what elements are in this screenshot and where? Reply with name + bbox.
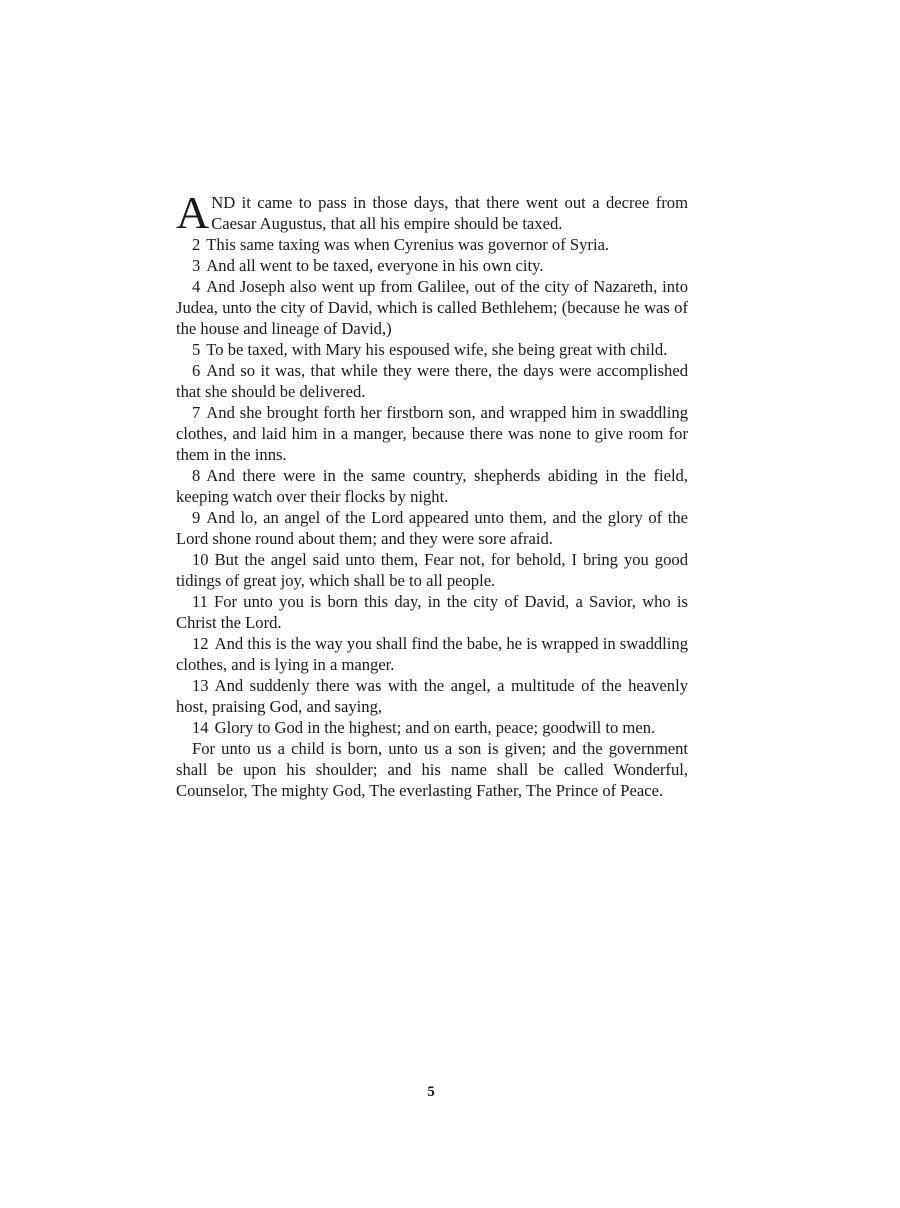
verse-number: 10 bbox=[192, 550, 209, 569]
verse-text: And lo, an angel of the Lord appeared unto them, and the glory of the Lord shone round about them; and they were sore afraid. bbox=[176, 508, 688, 548]
verse bbox=[176, 591, 688, 633]
verse-1 bbox=[176, 187, 688, 238]
verse bbox=[176, 402, 688, 465]
verse-number: 5 bbox=[192, 340, 201, 359]
verse-number: 14 bbox=[192, 718, 209, 737]
verse bbox=[176, 717, 688, 738]
verse bbox=[176, 339, 688, 360]
verse-text: And there were in the same country, shepherds abiding in the field, keeping watch over their flocks by night. bbox=[176, 466, 688, 506]
verse-text: And suddenly there was with the angel, a multitude of the heavenly host, praising God, and saying, bbox=[176, 676, 688, 716]
verse bbox=[176, 507, 688, 549]
closing-paragraph: For unto us a child is born, unto us a son is given; and the government shall be upon his shoulder; and his name shall be called Wonderful, Counselor, The mighty God, The everlasting Father, The Prince of Peace. bbox=[176, 739, 688, 800]
verse-number: 11 bbox=[192, 592, 208, 611]
scripture-text bbox=[176, 187, 688, 801]
verse-text: And all went to be taxed, everyone in his own city. bbox=[206, 256, 544, 275]
verse-text: And she brought forth her firstborn son, and wrapped him in swaddling clothes, and laid him in a manger, because there was none to give room for them in the inns. bbox=[176, 403, 688, 464]
verse bbox=[176, 255, 688, 276]
verse-number: 2 bbox=[192, 235, 201, 254]
verse bbox=[176, 234, 688, 255]
verse bbox=[176, 276, 688, 339]
verse bbox=[176, 360, 688, 402]
verse-1-text: ND it came to pass in those days, that there went out a decree from Caesar Augustus, that all his empire should be taxed. bbox=[211, 193, 688, 233]
verse-text: And Joseph also went up from Galilee, out of the city of Nazareth, into Judea, unto the city of David, which is called Bethlehem; (because he was of the house and lineage of David,) bbox=[176, 277, 688, 338]
drop-cap: A bbox=[176, 187, 210, 238]
verse bbox=[176, 675, 688, 717]
verse bbox=[176, 465, 688, 507]
verse bbox=[176, 549, 688, 591]
verse-text: Glory to God in the highest; and on earth, peace; goodwill to men. bbox=[214, 718, 656, 737]
page-number: 5 bbox=[427, 1084, 435, 1100]
verse-text: This same taxing was when Cyrenius was governor of Syria. bbox=[206, 235, 610, 254]
verse-number: 4 bbox=[192, 277, 201, 296]
verse-text: But the angel said unto them, Fear not, for behold, I bring you good tidings of great joy, which shall be to all people. bbox=[176, 550, 688, 590]
verse-number: 8 bbox=[192, 466, 201, 485]
verse-text: To be taxed, with Mary his espoused wife, she being great with child. bbox=[206, 340, 668, 359]
verse-number: 7 bbox=[192, 403, 201, 422]
verse-number: 3 bbox=[192, 256, 201, 275]
verse-number: 9 bbox=[192, 508, 201, 527]
verse-number: 12 bbox=[192, 634, 209, 653]
verse-number: 13 bbox=[192, 676, 209, 695]
verse-text: For unto you is born this day, in the city of David, a Savior, who is Christ the Lord. bbox=[176, 592, 688, 632]
verse-text: And so it was, that while they were there, the days were accomplished that she should be delivered. bbox=[176, 361, 688, 401]
verse-number: 6 bbox=[192, 361, 201, 380]
verse-text: And this is the way you shall find the babe, he is wrapped in swaddling clothes, and is lying in a manger. bbox=[176, 634, 688, 674]
verse bbox=[176, 633, 688, 675]
